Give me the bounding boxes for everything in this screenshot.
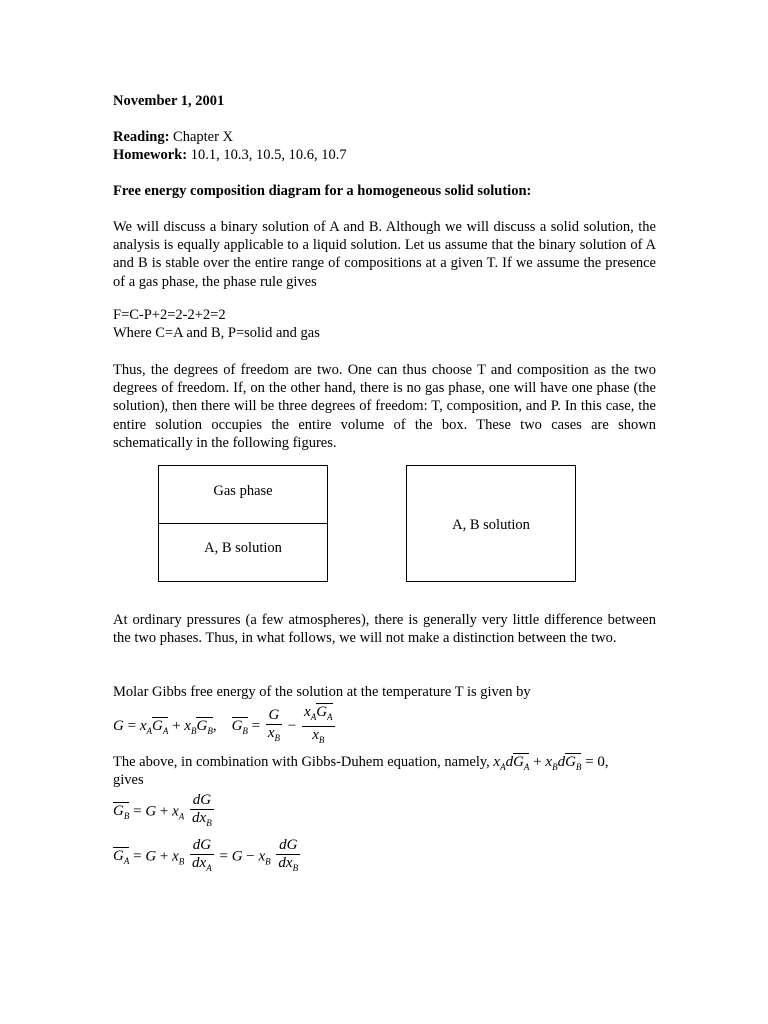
date-heading: November 1, 2001 [113, 93, 225, 109]
gas-phase-label: Gas phase [213, 483, 273, 499]
paragraph-degrees-of-freedom: Thus, the degrees of freedom are two. One can thus choose T and composition as the two degrees of freedom. If, on the other hand, there is no gas phase, one will have one phase (the solution), then there will be three degrees of freedom: T, composition, and P. In this case, the entire solution occupies the entire volume of the box. These two cases are shown schematically in the following figures. [113, 362, 656, 451]
paragraph-gibbs-duhem: The above, in combination with Gibbs-Duhem equation, namely, $x_AdG_A + x_BdG_B = 0$, [113, 754, 609, 772]
figure-two-phase-box [158, 465, 328, 582]
equation-partial-gb: $G_B = G + x_A$ $\frac{dG}{dx_B}$ [113, 792, 212, 828]
phase-divider [159, 523, 327, 524]
figure-single-phase-box [406, 465, 576, 582]
paragraph-intro: We will discuss a binary solution of A and B. Although we will discuss a solid solution, the analysis is equally applicable to a liquid solution. Let us assume that the binary solution of A and B is stable over the entire range of compositions at a given T. If we assume the presence of a gas phase, the phase rule gives [113, 219, 656, 290]
solution-label-right: A, B solution [452, 517, 530, 533]
phase-rule-equation: F=C-P+2=2-2+2=2 [113, 307, 226, 323]
equation-molar-gibbs: $G = x_AG_A + x_BG_B$, $G_B$ = $\frac{G}{x_B}$ − $\frac{x_AG_A}{x_B}$ [113, 704, 333, 745]
gives-word: gives [113, 772, 144, 788]
where-line: Where C=A and B, P=solid and gas [113, 325, 320, 341]
solution-label-left: A, B solution [204, 540, 282, 556]
paragraph-gibbs: Molar Gibbs free energy of the solution at the temperature T is given by [113, 684, 531, 700]
section-title: Free energy composition diagram for a homogeneous solid solution: [113, 183, 532, 199]
homework-line: Homework: 10.1, 10.3, 10.5, 10.6, 10.7 [113, 147, 347, 163]
paragraph-pressure: At ordinary pressures (a few atmospheres), there is generally very little difference between the two phases. Thus, in what follows, we will not make a distinction between the two. [113, 612, 656, 647]
equation-partial-ga: $G_A = G + x_B$ $\frac{dG}{dx_A}$ = $G - x_B$ $\frac{dG}{dx_B}$ [113, 837, 299, 873]
reading-line: Reading: Chapter X [113, 129, 234, 145]
